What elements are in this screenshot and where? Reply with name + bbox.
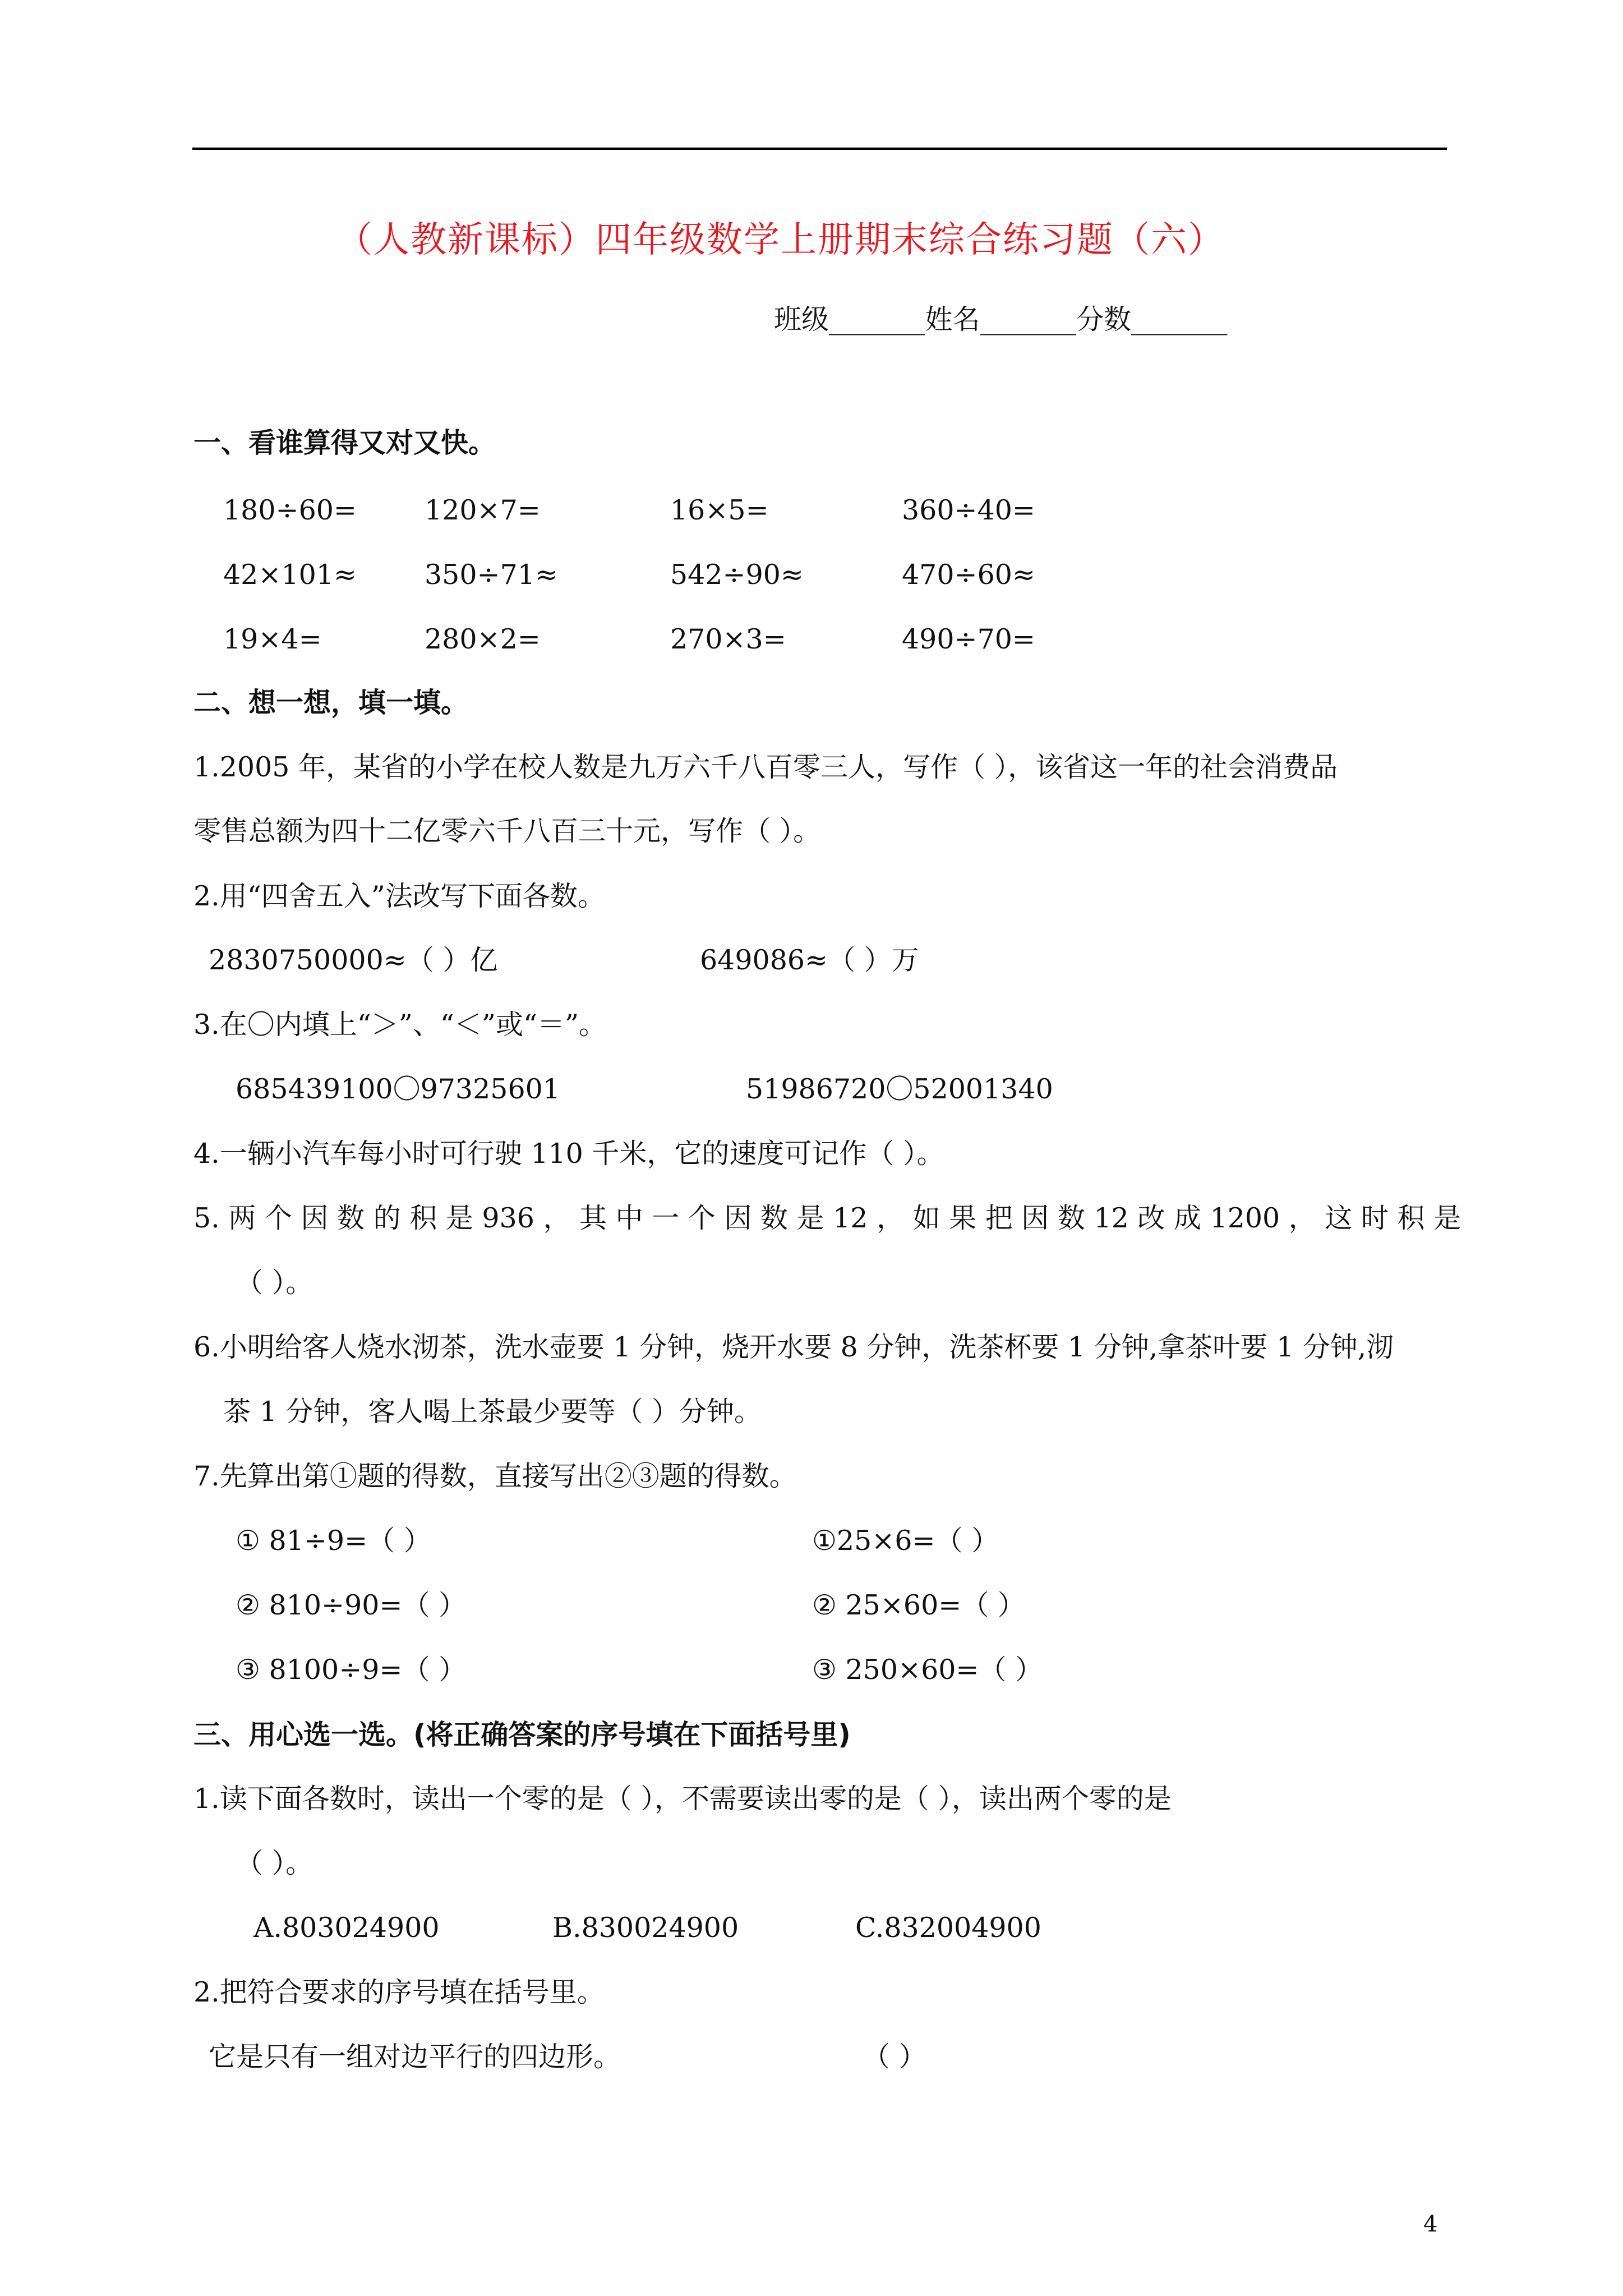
- question-2-2-item-b: 649086≈（ ）万: [700, 944, 919, 976]
- option-b: B.830024900: [552, 1912, 739, 1944]
- question-2-7-left-item: ① 81÷9=（ ）: [236, 1525, 431, 1557]
- calc-item: 280×2=: [425, 623, 541, 655]
- question-2-7-right-item: ①25×6=（ ）: [812, 1525, 999, 1557]
- page-title: （人教新课标）四年级数学上册期末综合练习题（六）: [336, 219, 1225, 261]
- question-2-6-line2: 茶 1 分钟，客人喝上茶最少要等（ ）分钟。: [223, 1396, 762, 1428]
- calc-item: 16×5=: [670, 494, 769, 526]
- question-3-1-line1: 1.读下面各数时，读出一个零的是（ ），不需要读出零的是（ ），读出两个零的是: [193, 1783, 1172, 1815]
- calc-item: 490÷70=: [902, 623, 1035, 655]
- calc-item: 360÷40=: [902, 494, 1035, 526]
- question-2-7-left-item: ② 810÷90=（ ）: [236, 1589, 467, 1621]
- question-2-3-item-a: 685439100〇97325601: [236, 1073, 560, 1105]
- page-number: 4: [1423, 2211, 1438, 2237]
- question-3-2: 2.把符合要求的序号填在括号里。: [193, 1976, 605, 2008]
- calc-item: 270×3=: [670, 623, 786, 655]
- question-2-1-line1: 1.2005 年，某省的小学在校人数是九万六千八百零三人，写作（ ），该省这一年的社会消费品: [193, 751, 1338, 783]
- calc-item: 180÷60=: [223, 494, 357, 526]
- calc-item: 470÷60≈: [902, 559, 1035, 591]
- question-3-1-line2: （ ）。: [236, 1847, 313, 1879]
- question-2-3: 3.在〇内填上“＞”、“＜”或“＝”。: [193, 1009, 607, 1041]
- question-2-7: 7.先算出第①题的得数，直接写出②③题的得数。: [193, 1460, 797, 1492]
- question-2-7-right-item: ③ 250×60=（ ）: [812, 1654, 1043, 1686]
- student-info-line: 班级_______姓名_______分数_______: [774, 303, 1228, 335]
- question-2-7-right-item: ② 25×60=（ ）: [812, 1589, 1025, 1621]
- header-rule: [192, 148, 1447, 150]
- question-2-2-item-a: 2830750000≈（ ）亿: [209, 944, 498, 976]
- option-a: A.803024900: [253, 1912, 440, 1944]
- section3-heading: 三、用心选一选。(将正确答案的序号填在下面括号里): [193, 1719, 851, 1751]
- calc-item: 19×4=: [223, 623, 322, 655]
- option-c: C.832004900: [855, 1912, 1041, 1944]
- question-3-2-item: 它是只有一组对边平行的四边形。: [209, 2041, 621, 2073]
- calc-item: 350÷71≈: [425, 559, 558, 591]
- calc-item: 42×101≈: [223, 559, 357, 591]
- question-2-3-item-b: 51986720〇52001340: [746, 1073, 1053, 1105]
- question-2-5-line2: （ ）。: [236, 1267, 313, 1299]
- question-2-1-line2: 零售总额为四十二亿零六千八百三十元，写作（ ）。: [193, 815, 821, 847]
- question-2-7-left-item: ③ 8100÷9=（ ）: [236, 1654, 467, 1686]
- section1-heading: 一、看谁算得又对又快。: [193, 427, 496, 459]
- question-2-4: 4.一辆小汽车每小时可行驶 110 千米，它的速度可记作（ ）。: [193, 1138, 944, 1170]
- question-3-2-answer-blank: （ ）: [863, 2041, 926, 2073]
- question-2-2: 2.用“四舍五入”法改写下面各数。: [193, 880, 605, 912]
- question-2-6-line1: 6.小明给客人烧水沏茶，洗水壶要 1 分钟，烧开水要 8 分钟，洗茶杯要 1 分钟,拿茶叶要 1 分钟,沏: [193, 1331, 1394, 1363]
- calc-item: 120×7=: [425, 494, 541, 526]
- question-2-5-line1: 5. 两 个 因 数 的 积 是 936 ， 其 中 一 个 因 数 是 12 ， 如 果 把 因 数 12 改 成 1200 ， 这 时 积 是: [193, 1202, 1461, 1234]
- calc-item: 542÷90≈: [670, 559, 804, 591]
- section2-heading: 二、想一想，填一填。: [193, 687, 469, 719]
